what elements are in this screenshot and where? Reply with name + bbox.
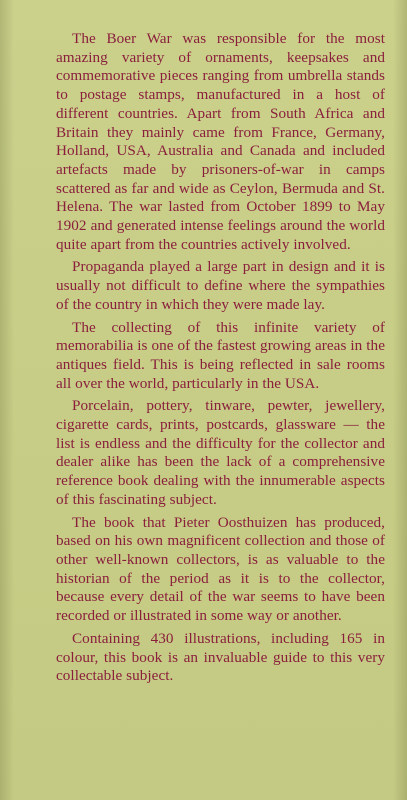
page-edge-shadow-right — [393, 0, 407, 800]
blurb-paragraph-3: The collecting of this infinite variety of memorabilia is one of the fastest growing areas in the antiques field. This is being reflected in sale rooms all over the world, particularly in the USA. — [56, 318, 385, 392]
blurb-paragraph-1: The Boer War was responsible for the most amazing variety of ornaments, keepsakes and commemorative pieces ranging from umbrella stands to postage stamps, manufactured in a host of different countries. Apart from South Africa and Britain they mainly came from France, Germany, Holland, USA, Australia and Canada and included artefacts made by prisoners-of-war in camps scattered as far and wide as Ceylon, Bermuda and St. Helena. The war lasted from October 1899 to May 1902 and generated intense feelings around the world quite apart from the countries actively involved. — [56, 30, 385, 253]
blurb-paragraph-2: Propaganda played a large part in design and it is usually not difficult to define where the sympathies of the country in which they were made lay. — [56, 258, 385, 313]
blurb-text — [56, 30, 385, 686]
blurb-paragraph-4: Porcelain, pottery, tinware, pewter, jewellery, cigarette cards, prints, postcards, glassware — the list is endless and the difficulty for the collector and dealer alike has been the lack of a comprehensive reference book dealing with the innumerable aspects of this fascinating subject. — [56, 397, 385, 508]
blurb-paragraph-6: Containing 430 illustrations, including 165 in colour, this book is an invaluable guide to this very collectable subject. — [56, 629, 385, 685]
blurb-paragraph-5: The book that Pieter Oosthuizen has produced, based on his own magnificent collection and those of other well-known collectors, is as valuable to the historian of the period as it is to the collector, because every detail of the war seems to have been recorded or illustrated in some way or another. — [56, 513, 385, 625]
page-edge-shadow-left — [0, 0, 14, 800]
